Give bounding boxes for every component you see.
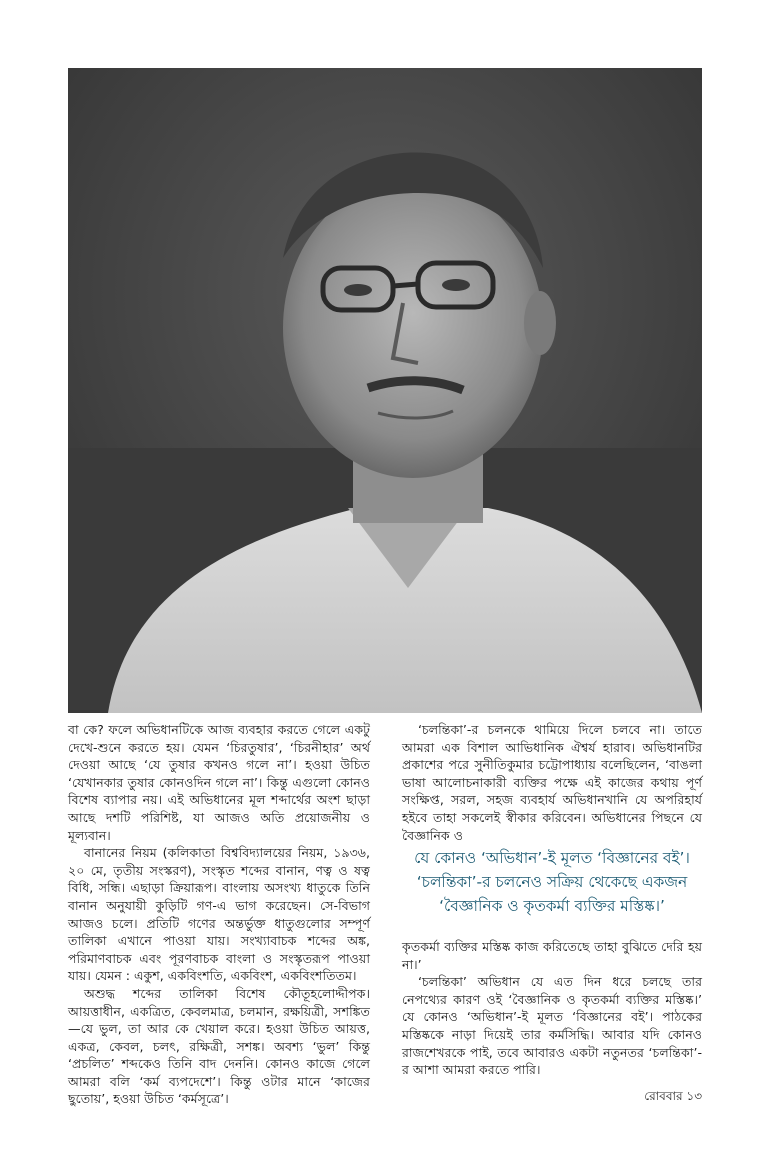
paragraph: অশুদ্ধ শব্দের তালিকা বিশেষ কৌতূহলোদ্দীপক। আয়ত্তাধীন, একত্রিত, কেবলমাত্র, চলমান, রক্ষয়িত্রী, সশঙ্কিত—যে ভুল, তা আর কে খেয়াল করে। হওয়া উচিত আয়ত্ত, একত্র, কেবল, চলৎ, রক্ষিত্রী, সশঙ্ক। অবশ্য ‘ভুল’ কিন্তু ‘প্রচলিত’ শব্দকেও তিনি বাদ দেননি। কোনও কাজে গেলে আমরা বলি ‘কর্ম ব্যপদেশে’। কিন্তু ওটার মানে ‘কাজের ছুতোয়’, হওয়া উচিত ‘কর্মসূত্রে’। bbox=[68, 985, 370, 1107]
pull-quote-line: ‘চলন্তিকা’-র চলনেও সক্রিয় থেকেছে একজন bbox=[416, 873, 688, 891]
paragraph: কৃতকর্মা ব্যক্তির মস্তিষ্ক কাজ করিতেছে তাহা বুঝিতে দেরি হয় না।’ bbox=[402, 939, 702, 972]
pull-quote bbox=[402, 846, 702, 918]
page-footer: রোববার ১৩ bbox=[644, 1089, 702, 1103]
paragraph: ‘চলন্তিকা’ অভিধান যে এত দিন ধরে চলছে তার নেপথ্যের কারণ ওই ‘বৈজ্ঞানিক ও কৃতকর্মা ব্যক্তির মস্তিষ্ক।’ যে কোনও ‘অভিধান’-ই মূলত ‘বিজ্ঞানের বই’। পাঠকের মস্তিষ্ককে নাড়া দিয়েই তার কর্মসিদ্ধি। আবার যদি কোনও রাজশেখরকে পাই, তবে আবারও একটা নতুনতর ‘চলন্তিকা’-র আশা আমরা করতে পারি। bbox=[402, 974, 702, 1078]
right-column-bottom bbox=[402, 938, 702, 1079]
paragraph: ‘চলন্তিকা’-র চলনকে থামিয়ে দিলে চলবে না। তাতে আমরা এক বিশাল আভিধানিক ঐশ্বর্য হারাব। অভিধানটির প্রকাশের পরে সুনীতিকুমার চট্টোপাধ্যায় বলেছিলেন, ‘বাঙলা ভাষা আলোচনাকারী ব্যক্তির পক্ষে এই কাজের কথায় পূর্ণ সংক্ষিপ্ত, সরল, সহজ ব্যবহার্য অভিধানখানি যে অপরিহার্য হইবে তাহা সকলেই স্বীকার করিবেন। অভিধানের পিছনে যে বৈজ্ঞানিক ও bbox=[402, 722, 702, 843]
paragraph: বানানের নিয়ম (কলিকাতা বিশ্ববিদ্যালয়ের নিয়ম, ১৯৩৬, ২০ মে, তৃতীয় সংস্করণ), সংস্কৃত শব্দের বানান, ণত্ব ও ষত্ব বিধি, সন্ধি। এছাড়া ক্রিয়ারূপ। বাংলায় অসংখ্য ধাতুকে তিনি বানান অনুযায়ী কুড়িটি গণ-এ ভাগ করেছেন। সে-বিভাগ আজও চলে। প্রতিটি গণের অন্তর্ভুক্ত ধাতুগুলোর সম্পূর্ণ তালিকা এখানে পাওয়া যায়। সংখ্যাবাচক শব্দের অঙ্ক, পরিমাণবাচক এবং পূরণবাচক বাংলা ও সংস্কৃতরূপ পাওয়া যায়। যেমন : একুশ, একবিংশতি, একবিংশ, একবিংশতিতম। bbox=[68, 845, 370, 984]
left-column bbox=[68, 721, 370, 1108]
right-column-top bbox=[402, 721, 702, 844]
pull-quote-line: যে কোনও ‘অভিধান’-ই মূলত ‘বিজ্ঞানের বই’। bbox=[414, 849, 690, 867]
paragraph: বা কে? ফলে অভিধানটিকে আজ ব্যবহার করতে গেলে একটু দেখে-শুনে করতে হয়। যেমন ‘চিরতুষার’, ‘চিরনীহার’ অর্থ দেওয়া আছে ‘যে তুষার কখনও গলে না’। হওয়া উচিত ‘যেখানকার তুষার কোনওদিন গলে না’। কিন্তু এগুলো কোনও বিশেষ ব্যাপার নয়। এই অভিধানের মূল শব্দার্থের অংশ ছাড়া আছে দশটি পরিশিষ্ট, যা আজও অতি প্রয়োজনীয় ও মূল্যবান। bbox=[68, 722, 370, 843]
portrait-photo bbox=[68, 68, 702, 713]
portrait-illustration bbox=[68, 68, 702, 713]
pull-quote-line: ‘বৈজ্ঞানিক ও কৃতকর্মা ব্যক্তির মস্তিষ্ক।’ bbox=[439, 897, 665, 915]
